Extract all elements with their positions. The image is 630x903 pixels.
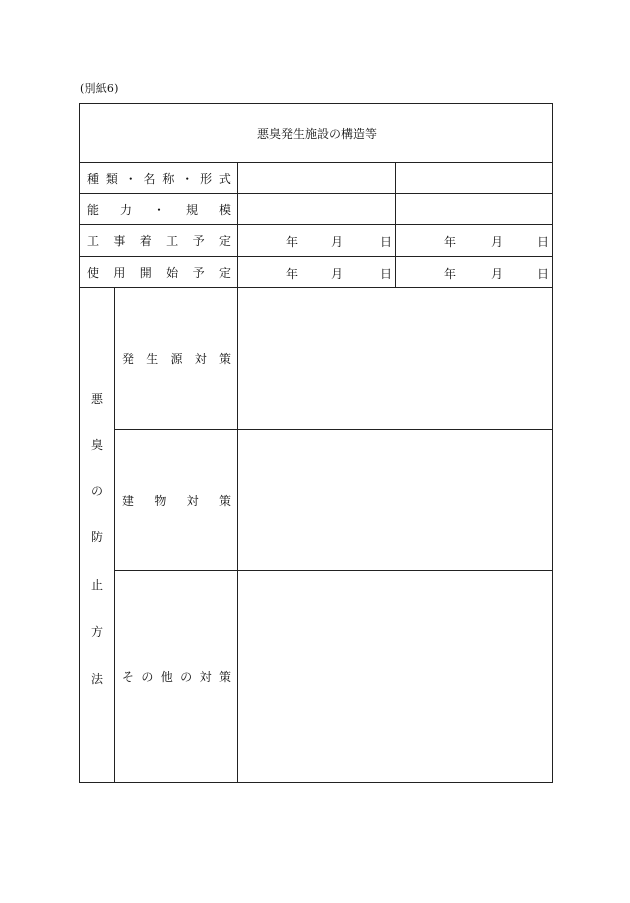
label-char: 予 bbox=[192, 266, 205, 280]
label-char: 他 bbox=[160, 670, 173, 684]
label-char: 開 bbox=[139, 266, 152, 280]
year-unit: 年 bbox=[444, 267, 457, 281]
label-char: の bbox=[90, 484, 103, 498]
type-name-form-value-2[interactable] bbox=[396, 163, 552, 193]
label-char: 対 bbox=[186, 493, 199, 508]
label-char: 生 bbox=[146, 352, 159, 366]
label-char: 着 bbox=[139, 234, 152, 248]
label-char: ・ bbox=[124, 172, 137, 186]
label-char: 力 bbox=[119, 203, 132, 217]
capacity-scale-value-2[interactable] bbox=[396, 194, 552, 224]
label-char: 使 bbox=[87, 266, 100, 280]
label-char: 策 bbox=[218, 493, 231, 508]
label-char: 定 bbox=[218, 234, 231, 248]
construction-start-label bbox=[80, 225, 237, 256]
form-title: 悪臭発生施設の構造等 bbox=[256, 126, 377, 141]
construction-start-date-1[interactable] bbox=[238, 225, 395, 256]
label-char: 始 bbox=[166, 266, 179, 280]
other-measures-label bbox=[115, 571, 237, 782]
year-unit: 年 bbox=[444, 235, 457, 249]
day-unit: 日 bbox=[380, 267, 393, 281]
building-measures-value[interactable] bbox=[238, 430, 552, 570]
label-char: 工 bbox=[166, 234, 179, 248]
type-name-form-value-1[interactable] bbox=[238, 163, 395, 193]
month-unit: 月 bbox=[331, 235, 344, 249]
label-char: 源 bbox=[170, 352, 183, 366]
label-char: 形 bbox=[200, 172, 213, 186]
label-char: そ bbox=[122, 670, 135, 684]
source-measures-value[interactable] bbox=[238, 288, 552, 429]
label-char: 法 bbox=[90, 672, 103, 686]
usage-start-label bbox=[80, 257, 237, 288]
month-unit: 月 bbox=[491, 267, 504, 281]
capacity-scale-label bbox=[80, 194, 237, 225]
label-char: 策 bbox=[218, 352, 231, 366]
label-char: 方 bbox=[90, 625, 103, 639]
label-char: 用 bbox=[113, 266, 126, 280]
label-char: 類 bbox=[105, 172, 118, 186]
label-char: の bbox=[180, 670, 193, 684]
capacity-scale-value-1[interactable] bbox=[238, 194, 395, 224]
day-unit: 日 bbox=[537, 267, 550, 281]
label-char: 工 bbox=[87, 234, 100, 248]
label-char: 発 bbox=[122, 352, 135, 366]
label-char: 対 bbox=[199, 670, 212, 684]
label-char: ・ bbox=[181, 172, 194, 186]
label-char: ・ bbox=[152, 203, 165, 217]
label-char: 建 bbox=[122, 493, 135, 508]
year-unit: 年 bbox=[286, 267, 299, 281]
facility-structure-form bbox=[79, 103, 553, 783]
building-measures-label bbox=[115, 430, 237, 570]
label-char: 物 bbox=[154, 493, 167, 508]
day-unit: 日 bbox=[537, 235, 550, 249]
label-char: 式 bbox=[218, 172, 231, 186]
source-measures-label bbox=[115, 288, 237, 429]
label-char: 臭 bbox=[90, 438, 103, 452]
usage-start-date-2[interactable] bbox=[396, 257, 552, 288]
day-unit: 日 bbox=[380, 235, 393, 249]
label-char: 名 bbox=[143, 172, 156, 186]
other-measures-value[interactable] bbox=[238, 571, 552, 782]
month-unit: 月 bbox=[491, 235, 504, 249]
label-char: 策 bbox=[218, 670, 231, 684]
label-char: の bbox=[141, 670, 154, 684]
label-char: 事 bbox=[113, 234, 126, 248]
label-char: 模 bbox=[218, 203, 231, 217]
label-char: 定 bbox=[218, 266, 231, 280]
document-label: (別紙6) bbox=[80, 82, 119, 95]
label-char: 称 bbox=[162, 172, 175, 186]
label-char: 防 bbox=[90, 530, 103, 544]
label-char: 対 bbox=[194, 352, 207, 366]
month-unit: 月 bbox=[331, 267, 344, 281]
label-char: 種 bbox=[87, 172, 100, 186]
usage-start-date-1[interactable] bbox=[238, 257, 395, 288]
label-char: 予 bbox=[192, 234, 205, 248]
label-char: 止 bbox=[90, 578, 103, 592]
label-char: 悪 bbox=[90, 392, 103, 406]
odor-prevention-method-label bbox=[80, 288, 114, 782]
label-char: 能 bbox=[87, 203, 100, 217]
type-name-form-label bbox=[80, 163, 237, 194]
construction-start-date-2[interactable] bbox=[396, 225, 552, 256]
year-unit: 年 bbox=[286, 235, 299, 249]
label-char: 規 bbox=[185, 203, 198, 217]
